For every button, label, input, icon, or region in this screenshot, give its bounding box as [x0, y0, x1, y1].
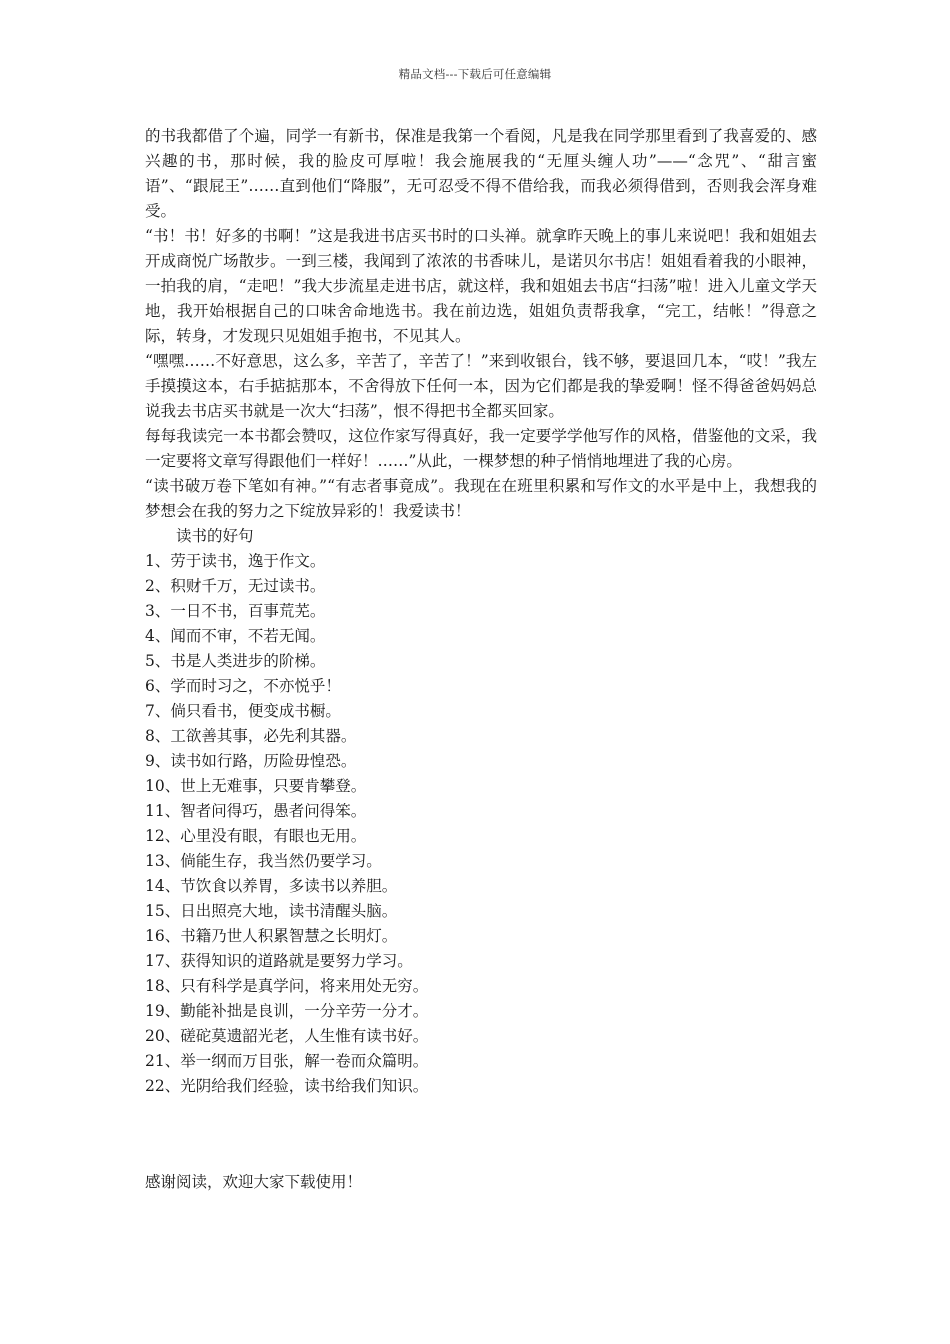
quote-item: 19、勤能补拙是良训，一分辛劳一分才。	[145, 1002, 429, 1020]
quote-item: 13、倘能生存，我当然仍要学习。	[145, 852, 382, 870]
paragraph-4: 每每我读完一本书都会赞叹，这位作家写得真好，我一定要学学他写作的风格，借鉴他的文采，我一定要将文章写得跟他们一样好！……”从此，一棵梦想的种子悄悄地埋进了我的心房。	[145, 427, 817, 470]
quote-item: 14、节饮食以养胃，多读书以养胆。	[145, 877, 398, 895]
paragraph-1: 的书我都借了个遍，同学一有新书，保准是我第一个看阅，凡是我在同学那里看到了我喜爱的、感兴趣的书，那时候，我的脸皮可厚啦！我会施展我的“无厘头缠人功”——“念咒”、“甜言蜜语”、“跟屁王”……直到他们“降服”，无可忍受不得不借给我，而我必须得借到，否则我会浑身难受。	[145, 127, 817, 220]
paragraph-2: “书！书！好多的书啊！”这是我进书店买书时的口头禅。就拿昨天晚上的事儿来说吧！我和姐姐去开成商悦广场散步。一到三楼，我闻到了浓浓的书香味儿，是诺贝尔书店！姐姐看着我的小眼神，一拍我的肩，“走吧！”我大步流星走进书店，就这样，我和姐姐去书店“扫荡”啦！进入儿童文学天地，我开始根据自己的口味舍命地选书。我在前边选，姐姐负责帮我拿，“完工，结帐！”得意之际，转身，才发现只见姐姐手抱书，不见其人。	[145, 227, 817, 345]
quote-item: 11、智者问得巧，愚者问得笨。	[145, 802, 367, 820]
quote-item: 12、心里没有眼，有眼也无用。	[145, 827, 367, 845]
paragraph-5: “读书破万卷下笔如有神。”“有志者事竟成”。我现在在班里积累和写作文的水平是中上，我想我的梦想会在我的努力之下绽放异彩的！我爱读书！	[145, 477, 817, 520]
quote-item: 2、积财千万，无过读书。	[145, 577, 326, 595]
page-header: 精品文档---下载后可任意编辑	[398, 67, 552, 81]
quote-item: 1、劳于读书，逸于作文。	[145, 552, 326, 570]
quote-list	[145, 549, 817, 1099]
section-title: 读书的好句	[176, 527, 254, 545]
quote-item: 8、工欲善其事，必先利其器。	[145, 727, 357, 745]
quote-item: 10、世上无难事，只要肯攀登。	[145, 777, 367, 795]
paragraph-3: “嘿嘿……不好意思，这么多，辛苦了，辛苦了！”来到收银台，钱不够，要退回几本，“哎！”我左手摸摸这本，右手掂掂那本，不舍得放下任何一本，因为它们都是我的挚爱啊！怪不得爸爸妈妈总说我去书店买书就是一次大“扫荡”，恨不得把书全都买回家。	[145, 352, 817, 420]
quote-item: 20、磋砣莫遗韶光老，人生惟有读书好。	[145, 1027, 429, 1045]
quote-item: 4、闻而不审，不若无闻。	[145, 627, 326, 645]
quote-item: 7、倘只看书，便变成书橱。	[145, 702, 341, 720]
quote-item: 3、一日不书，百事荒芜。	[145, 602, 326, 620]
footer-note: 感谢阅读，欢迎大家下载使用！	[145, 1173, 363, 1191]
quote-item: 5、书是人类进步的阶梯。	[145, 652, 326, 670]
quote-item: 18、只有科学是真学问，将来用处无穷。	[145, 977, 429, 995]
document-body	[145, 124, 817, 1099]
quote-item: 17、获得知识的道路就是要努力学习。	[145, 952, 413, 970]
quote-item: 21、举一纲而万目张，解一卷而众篇明。	[145, 1052, 429, 1070]
quote-item: 16、书籍乃世人积累智慧之长明灯。	[145, 927, 398, 945]
quote-item: 6、学而时习之，不亦悦乎！	[145, 677, 341, 695]
quote-item: 9、读书如行路，历险毋惶恐。	[145, 752, 357, 770]
quote-item: 22、光阴给我们经验，读书给我们知识。	[145, 1077, 429, 1095]
quote-item: 15、日出照亮大地，读书清醒头脑。	[145, 902, 398, 920]
